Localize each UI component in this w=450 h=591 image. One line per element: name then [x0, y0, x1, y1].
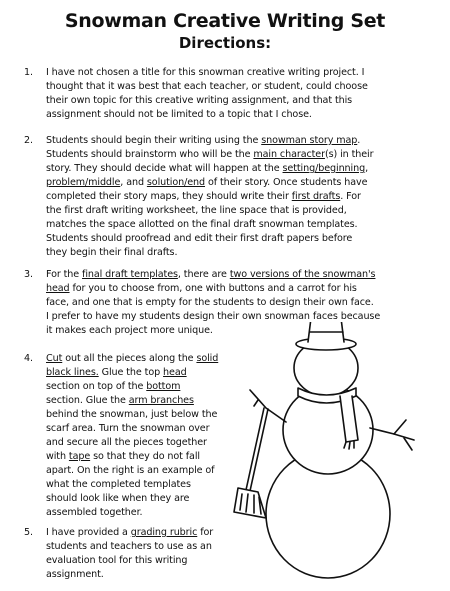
text-segment: completed their story maps, they should write their	[46, 191, 292, 202]
item-line	[46, 450, 236, 464]
text-segment: assignment should not be limited to a topic that I chose.	[46, 109, 312, 120]
item-line	[46, 408, 236, 422]
underlined-term: bottom	[146, 381, 181, 392]
item-line	[46, 108, 416, 122]
text-segment: (s) in their	[324, 149, 374, 160]
text-segment: section. Glue the	[46, 395, 129, 406]
text-segment: their own topic for this creative writing assignment, and that this	[46, 95, 353, 106]
item-number: 2.	[24, 135, 33, 146]
item-line	[46, 268, 416, 282]
underlined-term: problem/middle	[46, 177, 121, 188]
text-segment: thought that it was best that each teacher, or student, could choose	[46, 81, 368, 92]
text-segment: it makes each project more unique.	[46, 325, 213, 336]
underlined-term: setting/beginning	[282, 163, 366, 174]
underlined-term: head	[46, 283, 70, 294]
snowman-illustration	[228, 322, 433, 584]
text-segment: for	[197, 527, 214, 538]
item-line	[46, 506, 236, 520]
direction-item-5	[24, 526, 236, 582]
text-segment: what the completed templates	[46, 479, 191, 490]
underlined-term: arm branches	[128, 395, 194, 406]
underlined-term: Cut	[46, 353, 63, 364]
text-segment: apart. On the right is an example of	[46, 465, 215, 476]
item-line	[46, 352, 236, 366]
item-line	[46, 232, 416, 246]
item-line	[46, 246, 416, 260]
item-line	[46, 464, 236, 478]
item-line	[46, 478, 236, 492]
item-line	[46, 380, 236, 394]
item-line	[46, 148, 416, 162]
item-line	[46, 296, 416, 310]
text-segment: for you to choose from, one with buttons and a carrot for his	[69, 283, 357, 294]
text-segment: , and	[120, 177, 147, 188]
item-line	[46, 526, 236, 540]
underlined-term: head	[163, 367, 187, 378]
text-segment: . For	[340, 191, 361, 202]
item-line	[46, 540, 236, 554]
text-segment: section on top of the	[46, 381, 147, 392]
text-segment: students and teachers to use as an	[46, 541, 212, 552]
item-line	[46, 80, 416, 94]
item-line	[46, 66, 416, 80]
text-segment: I prefer to have my students design their own snowman faces because	[46, 311, 381, 322]
underlined-term: two versions of the snowman's	[229, 269, 376, 280]
text-segment: the first draft writing worksheet, the line space that is provided,	[46, 205, 347, 216]
item-line	[46, 366, 236, 380]
text-segment: they begin their final drafts.	[46, 247, 178, 258]
item-number: 1.	[24, 67, 33, 78]
item-line	[46, 554, 236, 568]
underlined-term: tape	[68, 451, 91, 462]
underlined-term: solution/end	[146, 177, 206, 188]
page-subtitle: Directions:	[178, 34, 272, 52]
text-segment: For the	[46, 269, 83, 280]
text-segment: .	[357, 135, 361, 146]
item-line	[46, 422, 236, 436]
text-segment: with	[46, 451, 69, 462]
underlined-term: grading rubric	[130, 527, 198, 538]
text-segment: Glue the top	[98, 367, 164, 378]
item-line	[46, 134, 416, 148]
underlined-term: final draft templates	[82, 269, 178, 280]
text-segment: evaluation tool for this writing	[46, 555, 188, 566]
text-segment: Students should begin their writing using the	[46, 135, 262, 146]
item-line	[46, 394, 236, 408]
text-segment: behind the snowman, just below the	[46, 409, 218, 420]
item-line	[46, 436, 236, 450]
text-segment: so that they do not fall	[90, 451, 200, 462]
text-segment: assignment.	[46, 569, 104, 580]
item-line	[46, 492, 236, 506]
item-number: 5.	[24, 527, 33, 538]
text-segment: ,	[365, 163, 369, 174]
underlined-term: solid	[196, 353, 219, 364]
direction-item-2	[24, 134, 416, 260]
text-segment: out all the pieces along the	[62, 353, 197, 364]
text-segment: face, and one that is empty for the students to design their own face.	[46, 297, 374, 308]
item-line	[46, 218, 416, 232]
underlined-term: first drafts	[291, 191, 341, 202]
text-segment: I have not chosen a title for this snowman creative writing project. I	[46, 67, 365, 78]
direction-item-4	[24, 352, 236, 520]
text-segment: scarf area. Turn the snowman over	[46, 423, 210, 434]
item-number: 4.	[24, 353, 33, 364]
item-line	[46, 568, 236, 582]
page-title: Snowman Creative Writing Set	[64, 10, 386, 32]
text-segment: I have provided a	[46, 527, 131, 538]
text-segment: matches the space allotted on the final draft snowman templates.	[46, 219, 358, 230]
text-segment: assembled together.	[46, 507, 143, 518]
item-line	[46, 176, 416, 190]
text-segment: , there are	[177, 269, 230, 280]
text-segment: should look like when they are	[46, 493, 190, 504]
item-line	[46, 282, 416, 296]
item-line	[46, 162, 416, 176]
text-segment: and secure all the pieces together	[46, 437, 207, 448]
item-line	[46, 94, 416, 108]
text-segment: Students should brainstorm who will be the	[46, 149, 254, 160]
underlined-term: black lines.	[46, 367, 99, 378]
direction-item-1	[24, 66, 416, 122]
text-segment: Students should proofread and edit their first draft papers before	[46, 233, 353, 244]
text-segment: of their story. Once students have	[205, 177, 368, 188]
item-line	[46, 204, 416, 218]
item-line	[46, 190, 416, 204]
underlined-term: main character	[253, 149, 325, 160]
text-segment: story. They should decide what will happen at the	[46, 163, 283, 174]
underlined-term: snowman story map	[261, 135, 358, 146]
item-number: 3.	[24, 269, 33, 280]
